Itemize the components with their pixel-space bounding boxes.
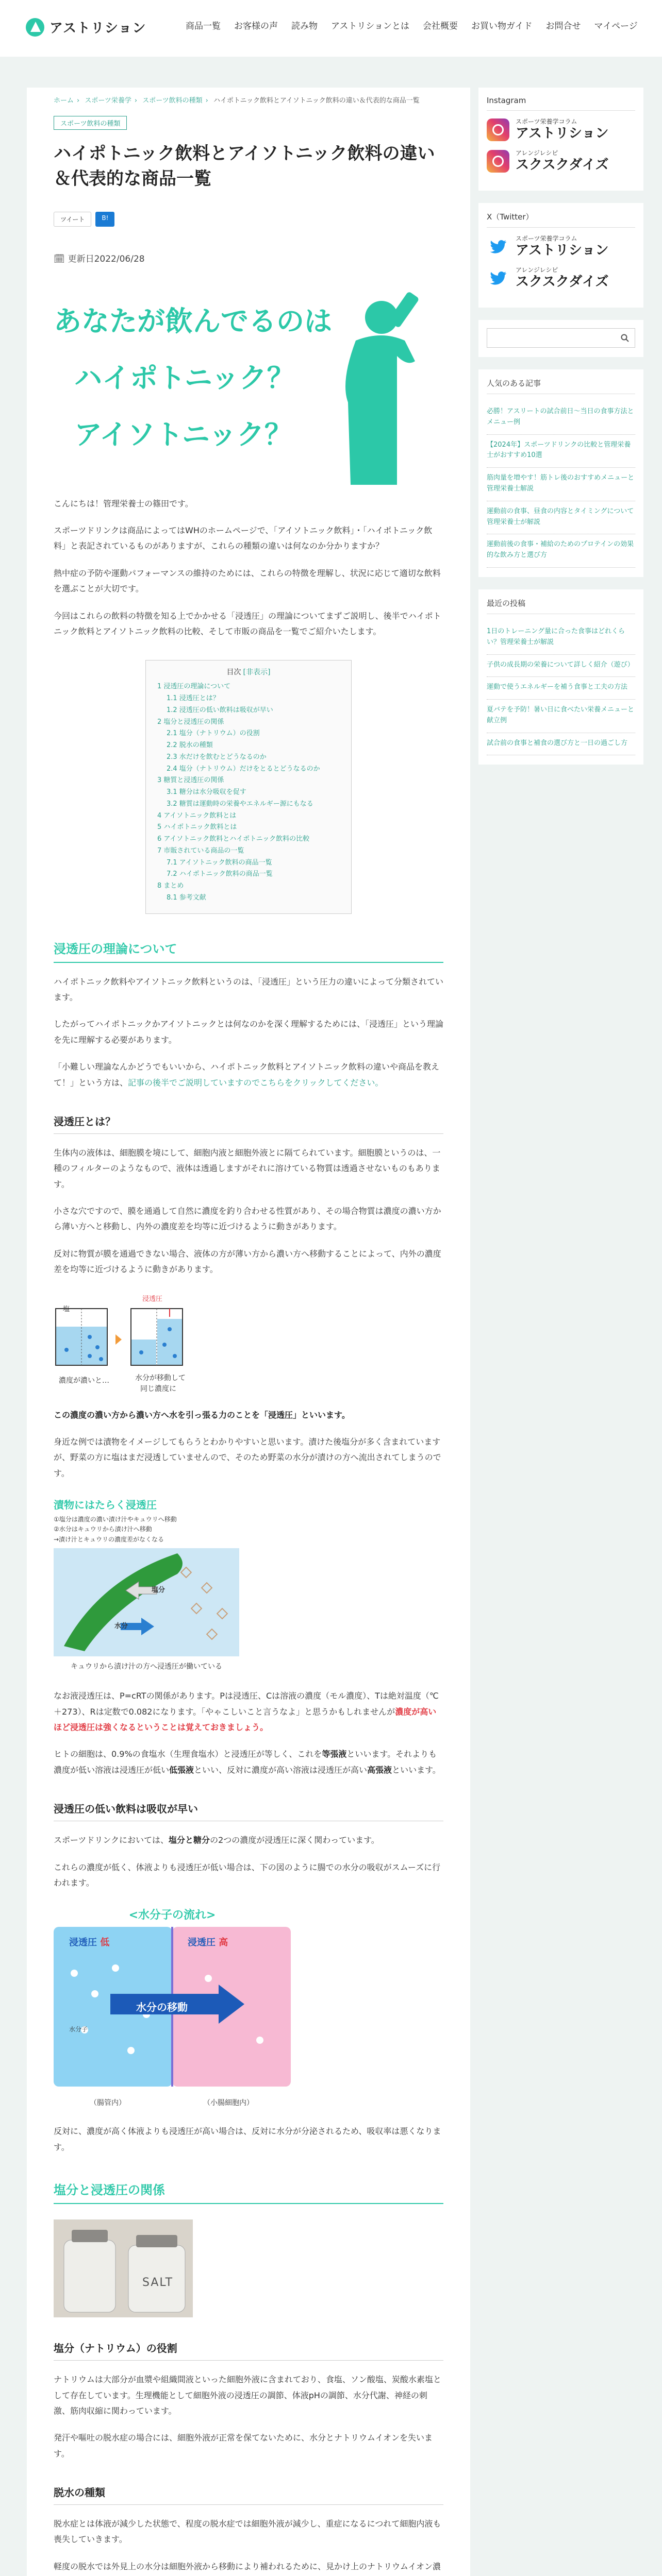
low-paragraph-1: スポーツドリンクにおいては、塩分と糖分の2つの濃度が浸透圧に深く関わっています。: [54, 1835, 379, 1845]
hero-line-2: ハイポトニック？: [74, 361, 295, 394]
pickle-salt-label: 塩分: [152, 1586, 166, 1595]
hatena-bookmark-button[interactable]: B!: [95, 212, 114, 227]
toc-item[interactable]: 3.1 糖分は水分吸収を促す: [167, 788, 246, 796]
water-flow-figure: [54, 1906, 291, 2112]
salt-label: 塩: [63, 1305, 70, 1313]
hero-line-1: あなたが飲んでるのは: [54, 304, 332, 337]
toc-item[interactable]: 2.4 塩分（ナトリウム）だけをとるとどうなるのか: [167, 765, 320, 773]
site-header: [0, 0, 662, 57]
subheading-low-osmotic: 浸透圧の低い飲料は吸収が早い: [54, 1801, 443, 1821]
twitter-widget: [478, 203, 643, 308]
what-paragraph-4: 身近な例では漬物をイメージしてもらうとわかりやすいと思います。漬けた後塩分が多く含まれていますが、野菜の方に塩はまだ浸透していませんので、そのため野菜の水分が漬けの方へ流出されてしまうのです。: [54, 1437, 441, 1478]
isotonic-definition-paragraph: ヒトの細胞は、0.9%の食塩水（生理食塩水）と浸透圧が等しく、これを等張液といいます。それよりも濃度が低い溶液は浸透圧が低い低張液といい、反対に濃度が高い溶液は浸透圧が高い高張液といいます。: [54, 1749, 441, 1775]
recent-posts-widget: [478, 589, 643, 765]
pickle-figure-notes: ①塩分は濃度の濃い漬け汁やキュウリへ移動 ②水分はキュウリから漬け汁へ移動 →漬け汁とキュウリの濃度差がなくなる: [54, 1516, 177, 1543]
recent-post-link[interactable]: 試合前の食事と補食の選び方と一日の過ごし方: [487, 733, 635, 756]
updated-date: 🗓 更新日2022/06/28: [54, 253, 145, 264]
article-container: [27, 88, 470, 2576]
toc-title: 目次: [226, 668, 241, 677]
global-nav: [186, 19, 638, 31]
toc-item[interactable]: 7.1 アイソトニック飲料の商品一覧: [167, 858, 272, 867]
logo-mark-icon: [26, 18, 44, 37]
nav-item-about[interactable]: アストリションとは: [331, 21, 409, 31]
intro-paragraph-1: こんにちは！管理栄養士の篠田です。: [54, 498, 193, 509]
osmotic-paragraph-3: 「小難しい理論なんかどうでもいいから、ハイポトニック飲料とアイソトニック飲料の違いや商品を教えて！」という方は、記事の後半でご説明していますのでこちらをクリックしてください。: [54, 1062, 440, 1088]
pickle-figure-caption: キュウリから漬け汁の方へ浸透圧が働いている: [71, 1663, 222, 1671]
osmosis-beaker-figure: [54, 1293, 443, 1396]
toc-item[interactable]: 1.1 浸透圧とは？: [167, 694, 220, 703]
pickle-water-label: 水分: [114, 1622, 128, 1631]
logo-text: アストリション: [49, 21, 146, 36]
twitter-bird-icon: [487, 267, 509, 290]
nav-item-voices[interactable]: お客様の声: [234, 21, 278, 31]
toc-toggle[interactable]: [非表示]: [243, 668, 271, 677]
toc-item[interactable]: 2.1 塩分（ナトリウム）の役割: [167, 730, 260, 738]
nav-item-products[interactable]: 商品一覧: [186, 21, 221, 31]
nav-item-reading[interactable]: 読み物: [291, 21, 318, 31]
breadcrumb-current: ハイポトニック飲料とアイソトニック飲料の違い＆代表的な商品一覧: [213, 97, 420, 105]
recent-post-link[interactable]: 運動で使うエネルギーを補う食事と工夫の方法: [487, 677, 635, 700]
site-logo[interactable]: [26, 18, 146, 37]
toc-item[interactable]: 3 糖質と浸透圧の関係: [157, 776, 224, 785]
calendar-icon: 🗓: [54, 253, 65, 264]
toc-item[interactable]: 5 ハイポトニック飲料とは: [157, 823, 237, 832]
popular-posts-title: 人気のある記事: [487, 378, 635, 394]
pickle-figure-title: 漬物にはたらく浸透圧: [54, 1499, 157, 1512]
toc-item[interactable]: 8 まとめ: [157, 882, 184, 890]
water-movement-label: 水分の移動: [136, 2001, 188, 2014]
search-input[interactable]: [487, 329, 615, 347]
toc-item[interactable]: 2.3 水だけを飲むとどうなるのか: [167, 753, 267, 761]
instagram-account-sukusuku[interactable]: アレンジレシピ スクスクダイズ: [487, 149, 635, 173]
osmotic-pressure-label: 浸透圧: [142, 1295, 163, 1303]
sodium-paragraph-1: ナトリウムは大部分が血漿や組織間液といった細胞外液に含まれており、食塩、ソン酸塩、炭酸水素塩として存在しています。生理機能として細胞外液の浸透圧の調節、体液pHの調節、水分代謝、神経の刺激、筋肉収縮に関わっています。: [54, 2375, 441, 2416]
section-heading-osmotic: 浸透圧の理論について: [54, 939, 443, 963]
recent-posts-title: 最近の投稿: [487, 598, 635, 614]
recent-post-link[interactable]: 夏バテを予防！暑い日に食べたい栄養メニューと献立例: [487, 700, 635, 733]
drinking-silhouette-icon: [320, 289, 423, 485]
intro-paragraph-2: スポーツドリンクは商品によってはWHのホームページで、「アイソトニック飲料」・「ハイポトニック飲料」と表記されているものがありますが、これらの種類の違いは何なのか分かりますか？: [54, 525, 433, 551]
water-flow-title: <水分子の流れ>: [128, 1909, 216, 1922]
intestine-cell-caption: （小腸細胞内）: [203, 2099, 254, 2108]
popular-post-link[interactable]: 必勝！アスリートの試合前日〜当日の食事方法とメニュー例: [487, 401, 635, 435]
nav-item-company[interactable]: 会社概要: [422, 21, 458, 31]
toc-item[interactable]: 1.2 浸透圧の低い飲料は吸収が早い: [167, 706, 273, 714]
what-paragraph-1: 生体内の液体は、細胞膜を境にして、細胞内液と細胞外液とに隔てられています。細胞膜というのは、一種のフィルターのようなもので、液体は透過しますがそれに溶けている物質は透過させないものもあります。: [54, 1147, 441, 1189]
beaker-caption-2a: 水分が移動して: [135, 1374, 186, 1382]
osmotic-paragraph-2: したがってハイポトニックかアイソトニックとは何なのかを深く理解するためには、「浸透圧」という理論を先に理解する必要があります。: [54, 1019, 444, 1045]
search-button[interactable]: [615, 329, 635, 347]
nav-item-guide[interactable]: お買い物ガイド: [471, 21, 533, 31]
toc-item[interactable]: 7.2 ハイポトニック飲料の商品一覧: [167, 870, 273, 878]
breadcrumb: ホーム › スポーツ栄養学 › スポーツ飲料の種類 › ハイポトニック飲料とアイソトニック飲料の違い＆代表的な商品一覧: [54, 97, 420, 105]
instagram-icon: [487, 150, 509, 173]
dehydration-paragraph-1: 脱水症とは体液が減少した状態で、程度の脱水症では細胞外液が減少し、重症になるにつれて細胞内液も喪失していきます。: [54, 2519, 441, 2545]
intro-paragraph-4: 今回はこれらの飲料の特徴を知る上でかかせる「浸透圧」の理論についてまずご説明し、後半でハイポトニック飲料とアイソトニック飲料の比較、そして市販の商品を一覧でご紹介いたします。: [54, 611, 441, 636]
hero-line-3: アイソトニック？: [74, 418, 292, 451]
pickle-osmosis-figure: [54, 1497, 443, 1677]
salt-jars-photo: [54, 2219, 193, 2317]
high-pressure-label: 浸透圧 高: [188, 1937, 228, 1948]
popular-post-link[interactable]: 【2024年】スポーツドリンクの比較と管理栄養士がおすすめ10選: [487, 435, 635, 468]
toc-item[interactable]: 4 アイソトニック飲料とは: [157, 811, 237, 820]
subheading-sodium-role: 塩分（ナトリウム）の役割: [54, 2340, 443, 2361]
search-box: [487, 328, 635, 348]
sodium-paragraph-2: 発汗や嘔吐の脱水症の場合には、細胞外液が正常を保てないために、水分とナトリウムイオンを失います。: [54, 2433, 433, 2459]
toc-item[interactable]: 6 アイソトニック飲料とハイポトニック飲料の比較: [157, 835, 310, 843]
dehydration-paragraph-2: 軽度の脱水では外見上の水分は細胞外液から移動により補われるために、見かけ上のナトリウムイオン濃: [54, 2561, 441, 2571]
popular-post-link[interactable]: 運動前後の食事・補給のためのプロテインの効果的な飲み方と選び方: [487, 534, 635, 568]
search-icon: [621, 334, 629, 342]
toc-item[interactable]: 1 浸透圧の理論について: [157, 683, 231, 691]
tweet-button[interactable]: ツイート: [54, 212, 91, 227]
low-paragraph-2: これらの濃度が低く、体液よりも浸透圧が低い場合は、下の図のように腸での水分の吸収がスムーズに行われます。: [54, 1862, 441, 1888]
article-title: ハイポトニック飲料とアイソトニック飲料の違い＆代表的な商品一覧: [54, 143, 435, 190]
breadcrumb-home[interactable]: ホーム: [54, 97, 74, 105]
nav-item-contact[interactable]: お問合せ: [545, 21, 581, 31]
popular-post-link[interactable]: 筋肉量を増やす！筋トレ後のおすすめメニューと管理栄養士解説: [487, 468, 635, 501]
twitter-widget-title: X（Twitter）: [487, 211, 635, 228]
sidebar: [478, 88, 643, 777]
low-pressure-label: 浸透圧 低: [69, 1937, 110, 1948]
search-widget: [478, 320, 643, 357]
intestine-lumen-caption: （腸管内）: [90, 2099, 126, 2108]
salt-jar-label: SALT: [142, 2276, 174, 2290]
subheading-dehydration-types: 脱水の種類: [54, 2484, 443, 2505]
beaker-illustration: [54, 1298, 188, 1376]
osmotic-bold-statement: この濃度の濃い方から濃い方へ水を引っ張る力のことを「浸透圧」といいます。: [54, 1410, 350, 1420]
water-molecule-label: 水分子: [69, 2026, 88, 2033]
beaker-caption-1: 濃度が濃いと…: [59, 1376, 109, 1385]
twitter-bird-icon: [487, 235, 509, 258]
instagram-icon: [487, 118, 509, 141]
what-paragraph-3: 反対に物質が膜を通過できない場合、液体の方が薄い方から濃い方へ移動することによって、内外の濃度差を均等に近づけるように動きがあります。: [54, 1248, 441, 1275]
table-of-contents: [145, 660, 352, 913]
popular-post-link[interactable]: 運動前の食事、昼食の内容とタイミングについて管理栄養士が解説: [487, 501, 635, 535]
popular-posts-widget: [478, 369, 643, 577]
toc-list: [157, 681, 340, 904]
toc-item[interactable]: 8.1 参考文献: [167, 893, 206, 902]
category-badge[interactable]: スポーツ飲料の種類: [54, 116, 127, 130]
twitter-account-sukusuku[interactable]: アレンジレシピ スクスクダイズ: [487, 266, 635, 290]
osmotic-formula-paragraph: なお液浸透圧は、P=cRTの関係があります。Pは浸透圧、Cは溶液の濃度（モル濃度）、Tは絶対温度（℃＋273）、Rは定数で0.082になります。「やゃこしいこと言うなよ」と思うかもしれませんが濃度が高いほど浸透圧は強くなるということは覚えておきましょう。: [54, 1691, 439, 1732]
nav-item-mypage[interactable]: マイページ: [594, 21, 638, 31]
breadcrumb-subcategory[interactable]: スポーツ飲料の種類: [142, 97, 203, 105]
section-heading-salt: 塩分と浸透圧の関係: [54, 2180, 443, 2204]
toc-item[interactable]: 3.2 糖質は運動時の栄養やエネルギー源にもなる: [167, 800, 313, 808]
twitter-account-astrition[interactable]: スポーツ栄養学コラム アストリション: [487, 235, 635, 258]
toc-item[interactable]: 2 塩分と浸透圧の関係: [157, 718, 224, 726]
instagram-account-astrition[interactable]: スポーツ栄養学コラム アストリション: [487, 118, 635, 141]
instagram-widget-title: Instagram: [487, 96, 635, 111]
jump-to-comparison-link[interactable]: 記事の後半でご説明していますのでこちらをクリックしてください。: [128, 1077, 384, 1088]
subheading-what-is-osmotic: 浸透圧とは？: [54, 1113, 443, 1134]
hero-image: [54, 289, 443, 485]
instagram-widget: [478, 88, 643, 191]
salt-jars-illustration: [54, 2219, 193, 2317]
intro-paragraph-3: 熱中症の予防や運動パフォーマンスの維持のためには、これらの特徴を理解し、状況に応じて適切な飲料を選ぶことが大切です。: [54, 568, 441, 594]
toc-item[interactable]: 2.2 脱水の種類: [167, 741, 213, 750]
osmotic-paragraph-1: ハイポトニック飲料やアイソトニック飲料というのは、「浸透圧」という圧力の違いによって分類されています。: [54, 976, 444, 1002]
what-paragraph-2: 小さな穴ですので、膜を通過して自然に濃度を釣り合わせる性質があり、その場合物質は濃度の濃い方から薄い方へと移動し、内外の濃度差を均等に近づけるように動きがあります。: [54, 1206, 441, 1232]
toc-item[interactable]: 7 市販されている商品の一覧: [157, 846, 244, 855]
breadcrumb-category[interactable]: スポーツ栄養学: [85, 97, 131, 105]
low-paragraph-3: 反対に、濃度が高く体液よりも浸透圧が高い場合は、反対に水分が分泌されるため、吸収率は悪くなります。: [54, 2126, 441, 2152]
beaker-caption-2b: 同じ濃度に: [140, 1384, 176, 1393]
cucumber-illustration: [54, 1548, 239, 1656]
share-buttons: [54, 212, 443, 227]
recent-post-link[interactable]: 子供の成長期の栄養について詳しく紹介（遊び）: [487, 655, 635, 677]
recent-post-link[interactable]: 1日のトレーニング量に合った食事はどれくらい？管理栄養士が解説: [487, 621, 635, 655]
